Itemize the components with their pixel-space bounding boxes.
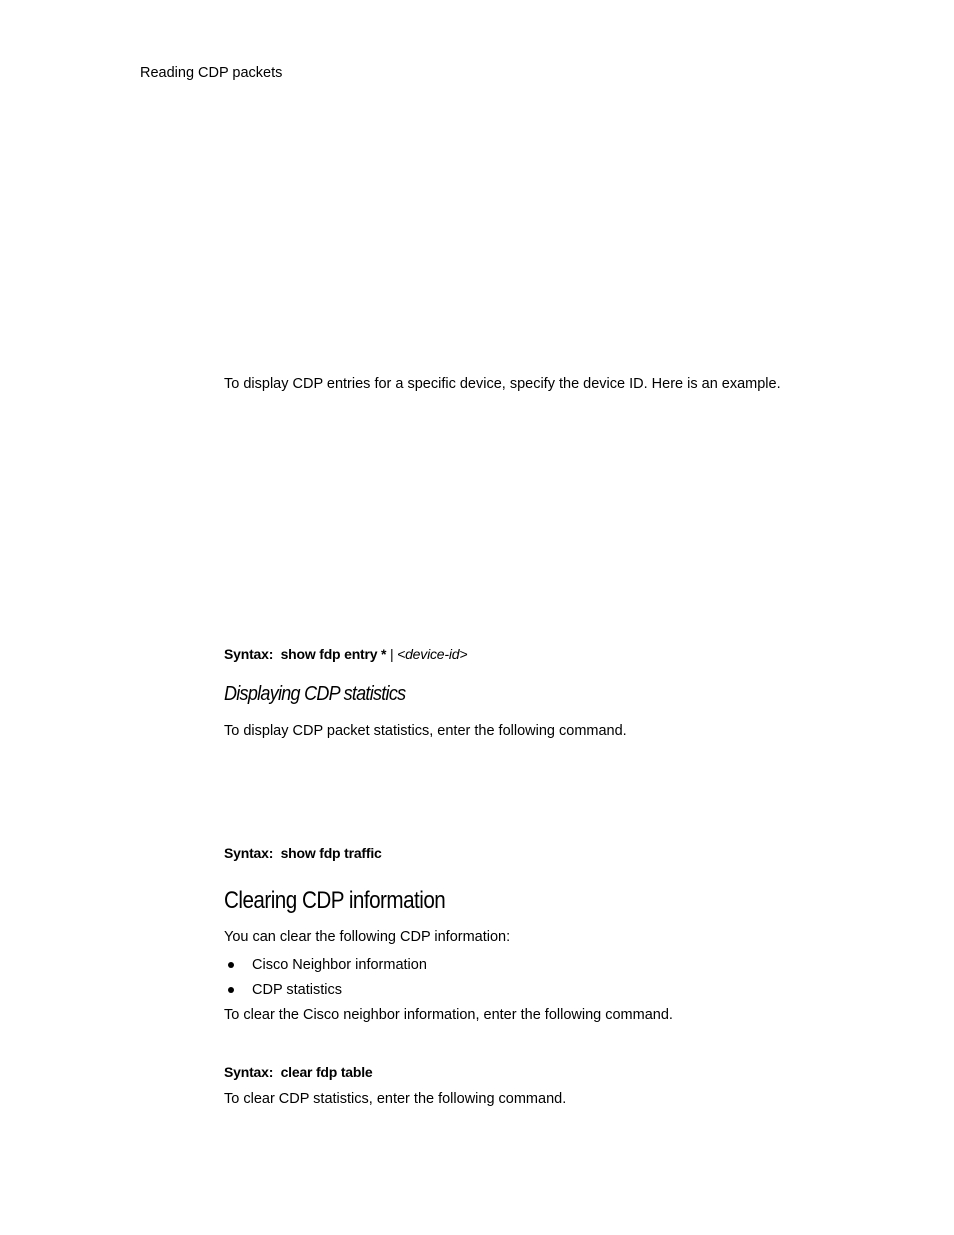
paragraph-device-entry: To display CDP entries for a specific device, specify the device ID. Here is an example. — [224, 376, 781, 392]
syntax-command: show fdp entry * — [280, 646, 387, 662]
syntax-show-fdp-traffic — [224, 845, 382, 861]
syntax-label: Syntax: — [224, 646, 274, 662]
paragraph-clear-statistics: To clear CDP statistics, enter the following command. — [224, 1091, 567, 1107]
bullet-icon — [228, 962, 234, 968]
list-item-text: CDP statistics — [252, 982, 342, 998]
paragraph-statistics-intro: To display CDP packet statistics, enter the following command. — [224, 723, 627, 739]
subsection-title-statistics: Displaying CDP statistics — [224, 683, 406, 705]
list-item — [224, 981, 427, 1006]
bullet-list — [224, 956, 427, 1006]
section-title-clearing: Clearing CDP information — [224, 887, 446, 914]
syntax-separator: | — [389, 646, 394, 662]
paragraph-clear-neighbor: To clear the Cisco neighbor information, enter the following command. — [224, 1007, 673, 1023]
syntax-label: Syntax: — [224, 845, 274, 861]
list-item — [224, 956, 427, 981]
running-header: Reading CDP packets — [140, 65, 283, 81]
syntax-command: clear fdp table — [280, 1064, 373, 1080]
syntax-argument: <device-id> — [397, 646, 468, 662]
syntax-label: Syntax: — [224, 1064, 274, 1080]
syntax-command: show fdp traffic — [280, 845, 382, 861]
bullet-icon — [228, 987, 234, 993]
paragraph-clearing-intro: You can clear the following CDP information: — [224, 929, 511, 945]
syntax-clear-fdp-table — [224, 1064, 373, 1080]
list-item-text: Cisco Neighbor information — [252, 957, 427, 973]
syntax-show-fdp-entry — [224, 646, 467, 662]
